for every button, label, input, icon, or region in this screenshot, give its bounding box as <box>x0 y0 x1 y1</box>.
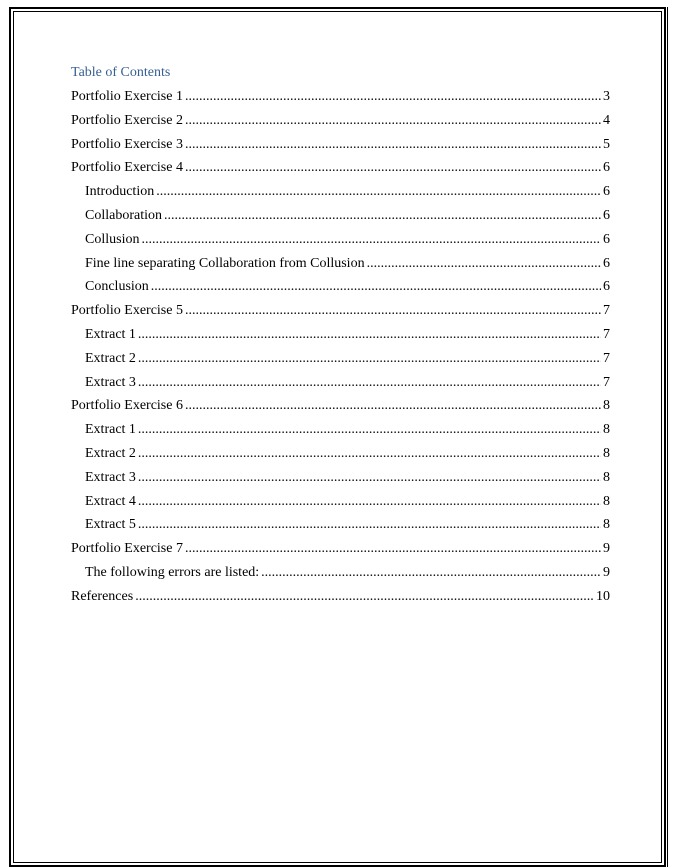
toc-entry-collusion[interactable] <box>71 228 610 252</box>
toc-leader-dots <box>138 490 601 514</box>
toc-entry-page: 8 <box>603 469 610 485</box>
toc-leader-dots <box>185 109 601 133</box>
toc-entry-extract-3[interactable] <box>71 466 610 490</box>
toc-leader-dots <box>135 585 594 609</box>
toc-entry-page: 4 <box>603 112 610 128</box>
toc-entry-portfolio-exercise-1[interactable] <box>71 85 610 109</box>
toc-entry-page: 5 <box>603 136 610 152</box>
toc-entry-label: Extract 4 <box>85 493 136 509</box>
toc-entry-page: 10 <box>596 588 610 604</box>
toc-entry-label: Fine line separating Collaboration from Collusion <box>85 255 365 271</box>
toc-entry-page: 8 <box>603 493 610 509</box>
toc-entry-extract-1[interactable] <box>71 418 610 442</box>
toc-leader-dots <box>151 275 601 299</box>
toc-entry-extract-3[interactable] <box>71 371 610 395</box>
toc-entry-extract-2[interactable] <box>71 347 610 371</box>
toc-leader-dots <box>261 561 601 585</box>
toc-entry-label: Portfolio Exercise 6 <box>71 398 183 414</box>
toc-entry-label: Extract 3 <box>85 469 136 485</box>
toc-leader-dots <box>164 204 601 228</box>
toc-leader-dots <box>138 466 601 490</box>
toc-leader-dots <box>138 371 601 395</box>
toc-entry-label: Portfolio Exercise 1 <box>71 89 183 104</box>
toc-entry-page: 3 <box>603 89 610 104</box>
toc-entry-label: Portfolio Exercise 5 <box>71 303 183 319</box>
toc-entry-page: 6 <box>603 207 610 223</box>
toc-entry-portfolio-exercise-3[interactable] <box>71 133 610 157</box>
toc-entry-page: 6 <box>603 279 610 295</box>
toc-entry-label: Conclusion <box>85 279 149 295</box>
toc-leader-dots <box>185 85 601 109</box>
table-of-contents <box>71 61 610 609</box>
toc-entry-label: Collaboration <box>85 207 162 223</box>
toc-entry-portfolio-exercise-4[interactable] <box>71 156 610 180</box>
toc-entry-label: Extract 1 <box>85 422 136 438</box>
toc-entry-label: Portfolio Exercise 4 <box>71 160 183 176</box>
toc-entry-page: 7 <box>603 303 610 319</box>
toc-entry-extract-5[interactable] <box>71 513 610 537</box>
toc-entry-page: 6 <box>603 160 610 176</box>
toc-entry-label: Extract 1 <box>85 326 136 342</box>
page-edge <box>663 7 668 867</box>
toc-leader-dots <box>141 228 601 252</box>
toc-entry-label: Collusion <box>85 231 140 247</box>
toc-entry-conclusion[interactable] <box>71 275 610 299</box>
toc-entry-extract-4[interactable] <box>71 490 610 514</box>
toc-leader-dots <box>138 513 601 537</box>
toc-entry-page: 8 <box>603 398 610 414</box>
toc-leader-dots <box>138 347 601 371</box>
toc-leader-dots <box>138 442 601 466</box>
toc-entry-page: 6 <box>603 231 610 247</box>
toc-entry-page: 9 <box>603 541 610 557</box>
toc-leader-dots <box>138 323 601 347</box>
toc-leader-dots <box>185 299 601 323</box>
toc-entry-portfolio-exercise-2[interactable] <box>71 109 610 133</box>
toc-entry-label: Portfolio Exercise 2 <box>71 112 183 128</box>
toc-entry-page: 6 <box>603 184 610 200</box>
toc-entry-label: References <box>71 588 134 604</box>
toc-entry-introduction[interactable] <box>71 180 610 204</box>
toc-entry-portfolio-exercise-7[interactable] <box>71 537 610 561</box>
toc-entry-label: Extract 2 <box>85 445 136 461</box>
toc-entry-errors-listed[interactable] <box>71 561 610 585</box>
toc-entry-label: Portfolio Exercise 3 <box>71 136 183 152</box>
toc-entry-label: The following errors are listed: <box>85 564 260 580</box>
toc-leader-dots <box>185 156 601 180</box>
toc-entry-extract-2[interactable] <box>71 442 610 466</box>
toc-entry-fine-line[interactable] <box>71 252 610 276</box>
toc-leader-dots <box>367 252 601 276</box>
toc-entry-page: 7 <box>603 350 610 366</box>
toc-leader-dots <box>185 394 601 418</box>
toc-entry-label: Portfolio Exercise 7 <box>71 541 183 557</box>
toc-entry-label: Extract 2 <box>85 350 136 366</box>
toc-entry-page: 9 <box>603 564 610 580</box>
toc-leader-dots <box>156 180 601 204</box>
toc-entry-page: 8 <box>603 517 610 533</box>
toc-entry-page: 6 <box>603 255 610 271</box>
toc-entry-collaboration[interactable] <box>71 204 610 228</box>
toc-entry-portfolio-exercise-5[interactable] <box>71 299 610 323</box>
toc-entry-page: 7 <box>603 374 610 390</box>
toc-entry-page: 8 <box>603 422 610 438</box>
toc-entry-page: 8 <box>603 445 610 461</box>
toc-entry-references[interactable] <box>71 585 610 609</box>
toc-entry-label: Introduction <box>85 184 155 200</box>
toc-leader-dots <box>185 133 601 157</box>
toc-entry-label: Extract 5 <box>85 517 136 533</box>
toc-leader-dots <box>138 418 601 442</box>
toc-entry-label: Extract 3 <box>85 374 136 390</box>
toc-entry-portfolio-exercise-6[interactable] <box>71 394 610 418</box>
toc-entry-page: 7 <box>603 326 610 342</box>
toc-title: Table of Contents <box>71 65 171 80</box>
toc-entry-extract-1[interactable] <box>71 323 610 347</box>
toc-leader-dots <box>185 537 601 561</box>
